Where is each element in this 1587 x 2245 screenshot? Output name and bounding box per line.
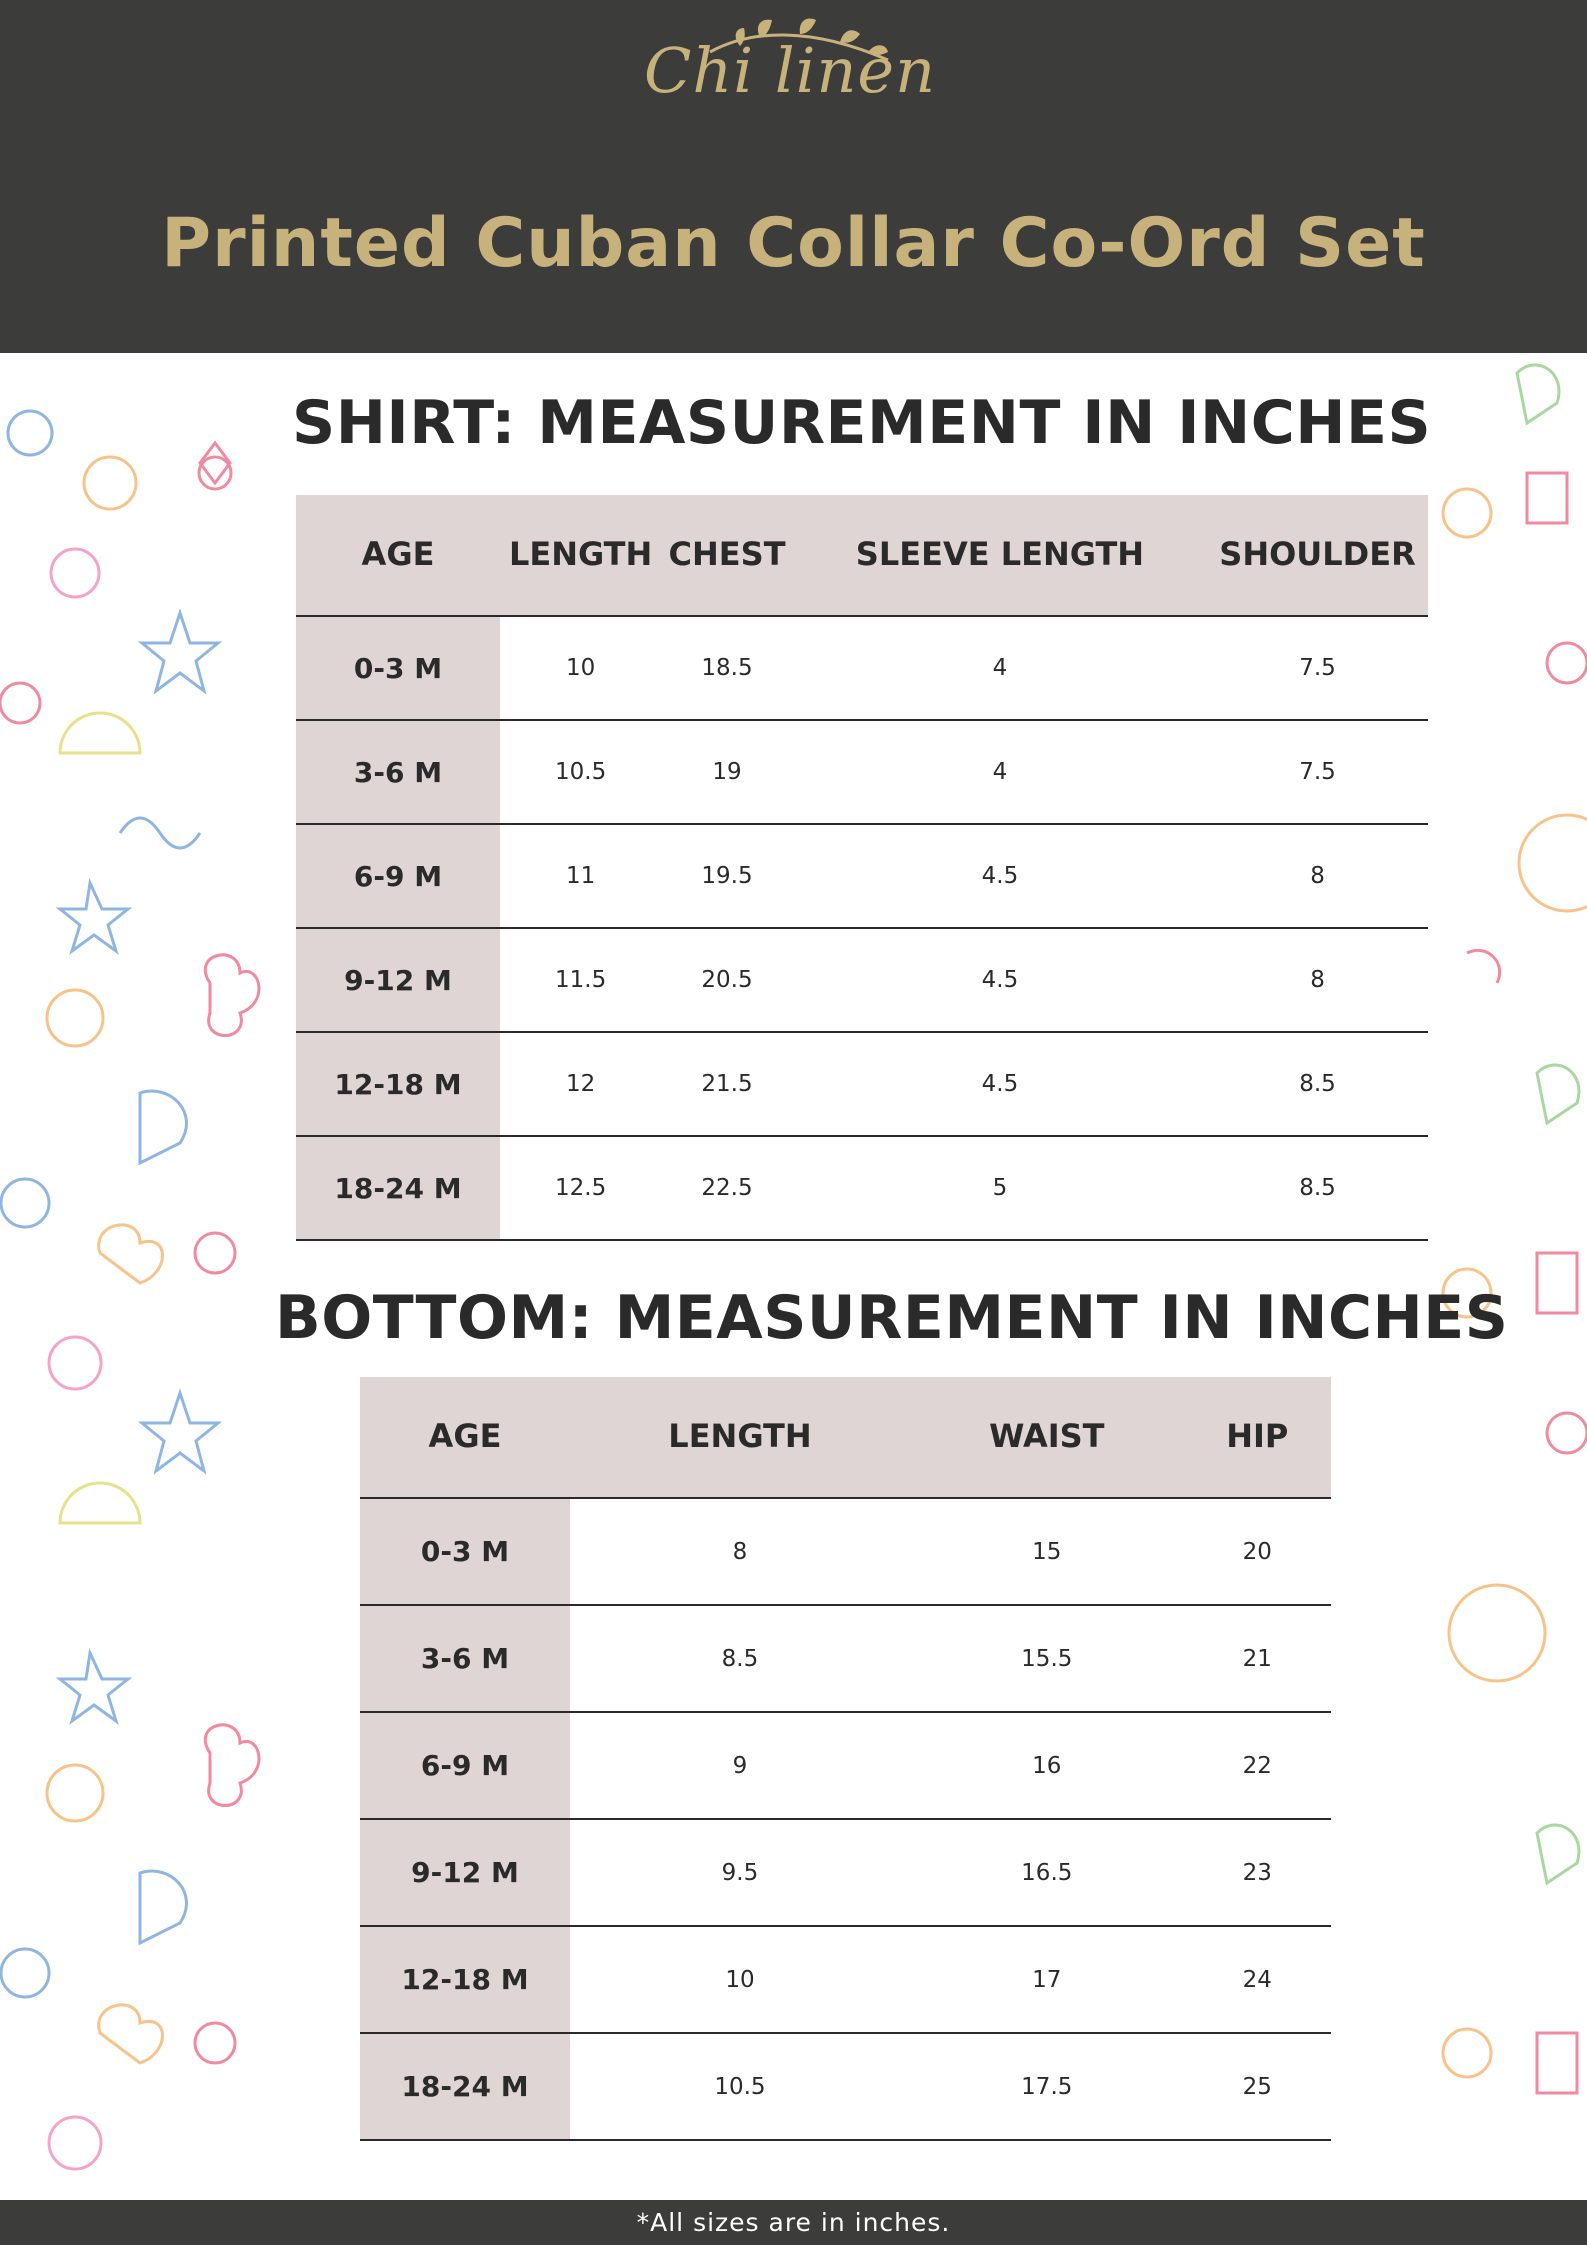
table-cell: 12.5	[500, 1136, 661, 1240]
table-cell: 25	[1184, 2033, 1331, 2140]
table-cell: 15	[910, 1498, 1184, 1605]
age-cell: 6-9 M	[360, 1712, 570, 1819]
table-row	[360, 1819, 1331, 1926]
table-cell: 8.5	[570, 1605, 910, 1712]
table-cell: 10	[500, 616, 661, 720]
table-cell: 15.5	[910, 1605, 1184, 1712]
table-cell: 4.5	[793, 824, 1207, 928]
page-title: Printed Cuban Collar Co-Ord Set	[161, 204, 1426, 283]
table-row	[296, 928, 1428, 1032]
shirt-section-heading: SHIRT: MEASUREMENT IN INCHES	[292, 388, 1432, 458]
table-cell: 24	[1184, 1926, 1331, 2033]
column-header: LENGTH	[570, 1377, 910, 1498]
table-cell: 11	[500, 824, 661, 928]
shirt-measurement-table	[296, 495, 1428, 1241]
table-header-row	[360, 1377, 1331, 1498]
table-cell: 22	[1184, 1712, 1331, 1819]
table-cell: 7.5	[1207, 720, 1428, 824]
table-cell: 5	[793, 1136, 1207, 1240]
column-header: CHEST	[661, 495, 793, 616]
age-cell: 12-18 M	[296, 1032, 500, 1136]
table-cell: 18.5	[661, 616, 793, 720]
brand-logo	[640, 12, 940, 162]
table-cell: 19.5	[661, 824, 793, 928]
age-cell: 9-12 M	[360, 1819, 570, 1926]
table-cell: 17	[910, 1926, 1184, 2033]
table-cell: 12	[500, 1032, 661, 1136]
table-row	[360, 2033, 1331, 2140]
column-header: SHOULDER	[1207, 495, 1428, 616]
age-cell: 12-18 M	[360, 1926, 570, 2033]
table-cell: 19	[661, 720, 793, 824]
header-banner	[0, 0, 1587, 353]
table-cell: 16.5	[910, 1819, 1184, 1926]
table-cell: 9.5	[570, 1819, 910, 1926]
table-row	[296, 824, 1428, 928]
age-cell: 18-24 M	[296, 1136, 500, 1240]
table-cell: 17.5	[910, 2033, 1184, 2140]
age-cell: 3-6 M	[296, 720, 500, 824]
table-cell: 21	[1184, 1605, 1331, 1712]
column-header: LENGTH	[500, 495, 661, 616]
logo-text: Chi linen	[643, 34, 937, 107]
table-header-row	[296, 495, 1428, 616]
table-row	[360, 1926, 1331, 2033]
table-cell: 20.5	[661, 928, 793, 1032]
table-cell: 21.5	[661, 1032, 793, 1136]
table-cell: 10.5	[570, 2033, 910, 2140]
age-cell: 0-3 M	[296, 616, 500, 720]
age-cell: 18-24 M	[360, 2033, 570, 2140]
column-header: AGE	[296, 495, 500, 616]
age-cell: 6-9 M	[296, 824, 500, 928]
table-row	[296, 720, 1428, 824]
table-cell: 9	[570, 1712, 910, 1819]
table-cell: 8	[570, 1498, 910, 1605]
table-cell: 7.5	[1207, 616, 1428, 720]
table-cell: 8	[1207, 824, 1428, 928]
table-row	[360, 1712, 1331, 1819]
column-header: SLEEVE LENGTH	[793, 495, 1207, 616]
table-cell: 10.5	[500, 720, 661, 824]
table-cell: 4.5	[793, 928, 1207, 1032]
footer-note: *All sizes are in inches.	[636, 2208, 951, 2237]
table-row	[360, 1498, 1331, 1605]
table-cell: 23	[1184, 1819, 1331, 1926]
table-cell: 10	[570, 1926, 910, 2033]
table-cell: 8.5	[1207, 1032, 1428, 1136]
age-cell: 3-6 M	[360, 1605, 570, 1712]
column-header: WAIST	[910, 1377, 1184, 1498]
bottom-measurement-table	[360, 1377, 1331, 2141]
table-cell: 11.5	[500, 928, 661, 1032]
column-header: AGE	[360, 1377, 570, 1498]
age-cell: 9-12 M	[296, 928, 500, 1032]
age-cell: 0-3 M	[360, 1498, 570, 1605]
table-cell: 4	[793, 616, 1207, 720]
table-cell: 4	[793, 720, 1207, 824]
decorative-doodle-pattern	[1427, 353, 1587, 2200]
table-cell: 8.5	[1207, 1136, 1428, 1240]
table-row	[296, 616, 1428, 720]
table-cell: 22.5	[661, 1136, 793, 1240]
footer-bar	[0, 2200, 1587, 2245]
table-row	[360, 1605, 1331, 1712]
table-cell: 8	[1207, 928, 1428, 1032]
table-cell: 20	[1184, 1498, 1331, 1605]
column-header: HIP	[1184, 1377, 1331, 1498]
table-cell: 16	[910, 1712, 1184, 1819]
bottom-section-heading: BOTTOM: MEASUREMENT IN INCHES	[275, 1283, 1509, 1353]
table-cell: 4.5	[793, 1032, 1207, 1136]
decorative-doodle-pattern	[0, 353, 300, 2200]
table-row	[296, 1032, 1428, 1136]
table-row	[296, 1136, 1428, 1240]
